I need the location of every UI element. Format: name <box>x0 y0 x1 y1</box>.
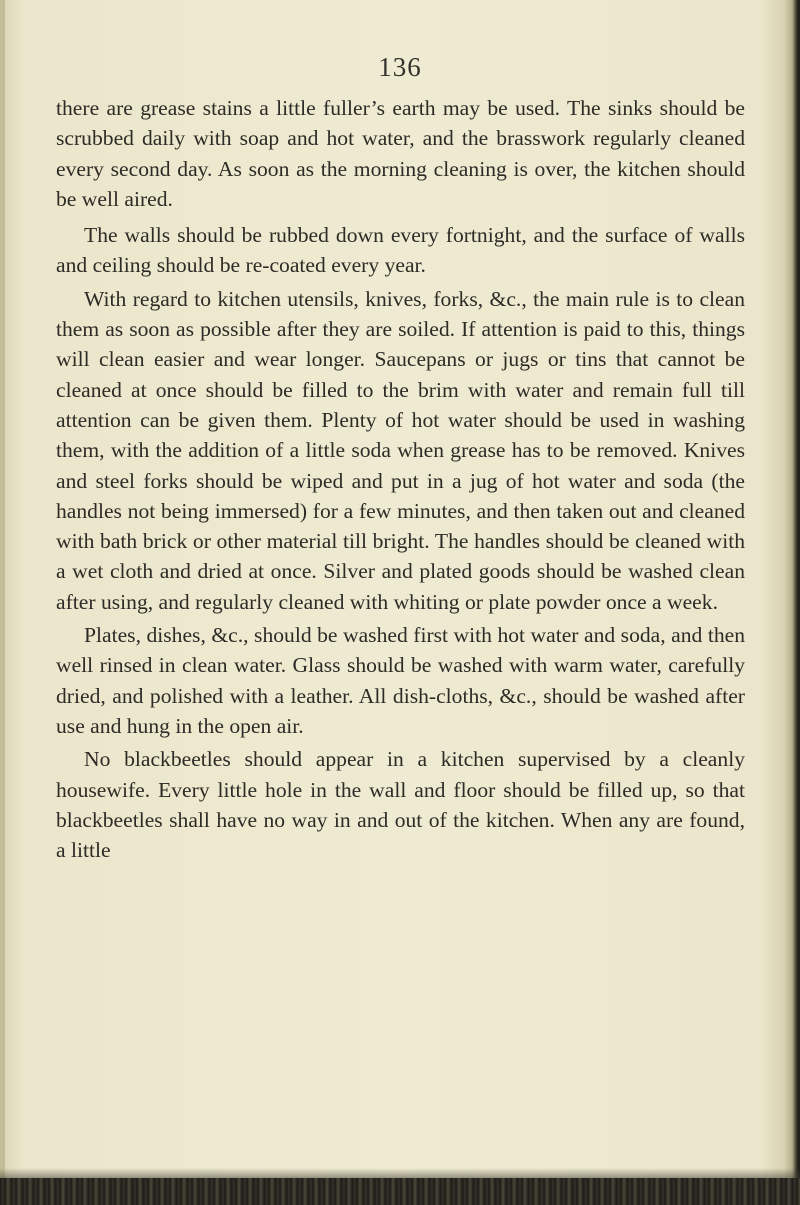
paragraph-utensils: With regard to kitchen utensils, knives, forks, &c., the main rule is to clean them as soon as possible after they are soiled. If attention is paid to this, things will clean easier and wear longer. Saucepans or jugs or tins that cannot be cleaned at once should be filled to the brim with water and remain full till attention can be given them. Plenty of hot water should be used in washing them, with the addition of a little soda when grease has to be removed. Knives and steel forks should be wiped and put in a jug of hot water and soda (the handles not being immersed) for a few minutes, and then taken out and cleaned with bath brick or other material till bright. The handles should be cleaned with a wet cloth and dried at once. Silver and plated goods should be washed clean after using, and regularly cleaned with whiting or plate powder once a week. <box>56 286 745 614</box>
paragraph-continuation: there are grease stains a little fuller’s earth may be used. The sinks should be scrubbed daily with soap and hot water, and the brasswork regularly cleaned every second day. As soon as the morning cleaning is over, the kitchen should be well aired. <box>56 96 745 211</box>
body-text <box>56 93 745 868</box>
paragraph-walls: The walls should be rubbed down every fortnight, and the surface of walls and ceiling should be re-coated every year. <box>56 223 745 278</box>
page-bottom-edge <box>0 1178 800 1205</box>
paragraph-blackbeetles: No blackbeetles should appear in a kitchen supervised by a cleanly housewife. Every little hole in the wall and floor should be filled up, so that blackbeetles shall have no way in and out of the kitchen. When any are found, a little <box>56 747 745 863</box>
page-number: 136 <box>378 52 422 82</box>
page-left-edge <box>0 0 5 1205</box>
paragraph-plates: Plates, dishes, &c., should be washed first with hot water and soda, and then well rinsed in clean water. Glass should be washed with warm water, carefully dried, and polished with a leather. All dish-cloths, &c., should be washed after use and hung in the open air. <box>56 623 745 738</box>
